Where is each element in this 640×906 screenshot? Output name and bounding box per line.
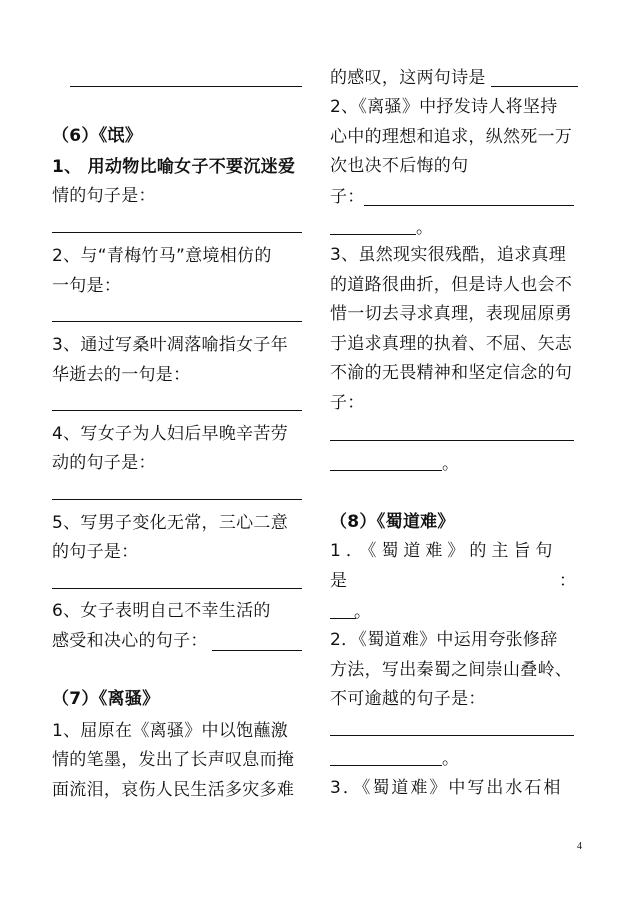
question-text: 1、 用动物比喻女子不要沉迷爱 (52, 157, 296, 177)
question-text: 华逝去的一句是： (52, 365, 191, 385)
answer-line (330, 618, 356, 619)
question-text: 2、与“青梅竹马”意境相仿的 (52, 246, 272, 266)
question-text: 6、女子表明自己不幸生活的 (52, 601, 271, 621)
question-text: 惜一切去寻求真理，表现屈原勇 (330, 304, 573, 324)
question-text: 感受和决心的句子： (52, 631, 208, 651)
answer-line (52, 410, 302, 411)
answer-line (52, 232, 302, 233)
question-text: 3、虽然现实很残酷，追求真理 (330, 245, 567, 265)
question-text: 子： (330, 393, 365, 413)
period-mark: 。 (442, 749, 460, 769)
question-text: 方法，写出秦蜀之间崇山叠岭、 (330, 660, 573, 680)
answer-line (52, 499, 302, 500)
question-text: 的句子是： (52, 542, 139, 562)
answer-line (70, 86, 302, 87)
question-text: 的感叹，这两句诗是 (330, 68, 486, 88)
answer-line (330, 234, 416, 235)
question-text: 次也决不后悔的句 (330, 156, 469, 176)
answer-line (52, 588, 302, 589)
answer-line (364, 205, 574, 206)
question-text: 是 (330, 571, 347, 591)
question-text: 不可逾越的句子是： (330, 689, 486, 709)
question-text: 于追求真理的执着、不屈、矢志 (330, 334, 573, 354)
question-text: ： (559, 571, 576, 591)
period-mark: 。 (416, 218, 434, 238)
question-text: 面流泪，哀伤人民生活多灾多难 (52, 780, 295, 800)
question-text: 3、通过写桑叶凋落喻指女子年 (52, 335, 289, 355)
answer-line (330, 765, 442, 766)
question-text: 3．《蜀道难》中写出水石相 (330, 778, 563, 798)
section-heading-shudaonan: （8）《蜀道难》 (330, 512, 455, 532)
question-text: 5、写男子变化无常，三心二意 (52, 513, 289, 533)
section-heading-mang: （6）《氓》 (52, 126, 143, 146)
question-text: 的道路很曲折，但是诗人也会不 (330, 275, 573, 295)
question-text: 动的句子是： (52, 453, 156, 473)
question-text: 4、写女子为人妇后早晚辛苦劳 (52, 424, 289, 444)
question-text: 1．《蜀道难》的主旨句 (330, 541, 558, 561)
question-text: 心中的理想和追求，纵然死一万 (330, 127, 573, 147)
period-mark: 。 (354, 602, 372, 622)
section-heading-lisao: （7）《离骚》 (52, 689, 160, 709)
justified-row (330, 571, 576, 591)
question-text: 2、《离骚》中抒发诗人将坚持 (330, 97, 558, 117)
answer-line (330, 470, 442, 471)
question-text: 情的笔墨，发出了长声叹息而掩 (52, 750, 295, 770)
answer-line (330, 735, 574, 736)
question-text: 子： (330, 187, 365, 207)
page-number: 4 (577, 841, 582, 852)
question-text: 一句是： (52, 276, 122, 296)
question-text: 不渝的无畏精神和坚定信念的句 (330, 363, 573, 383)
answer-line (52, 321, 302, 322)
answer-line (330, 440, 574, 441)
question-text: 2．《蜀道难》中运用夸张修辞 (330, 630, 558, 650)
answer-line (212, 650, 302, 651)
answer-line (491, 86, 578, 87)
question-text: 1、屈原在《离骚》中以饱蘸激 (52, 721, 289, 741)
period-mark: 。 (442, 454, 460, 474)
question-text: 情的句子是： (52, 186, 156, 206)
